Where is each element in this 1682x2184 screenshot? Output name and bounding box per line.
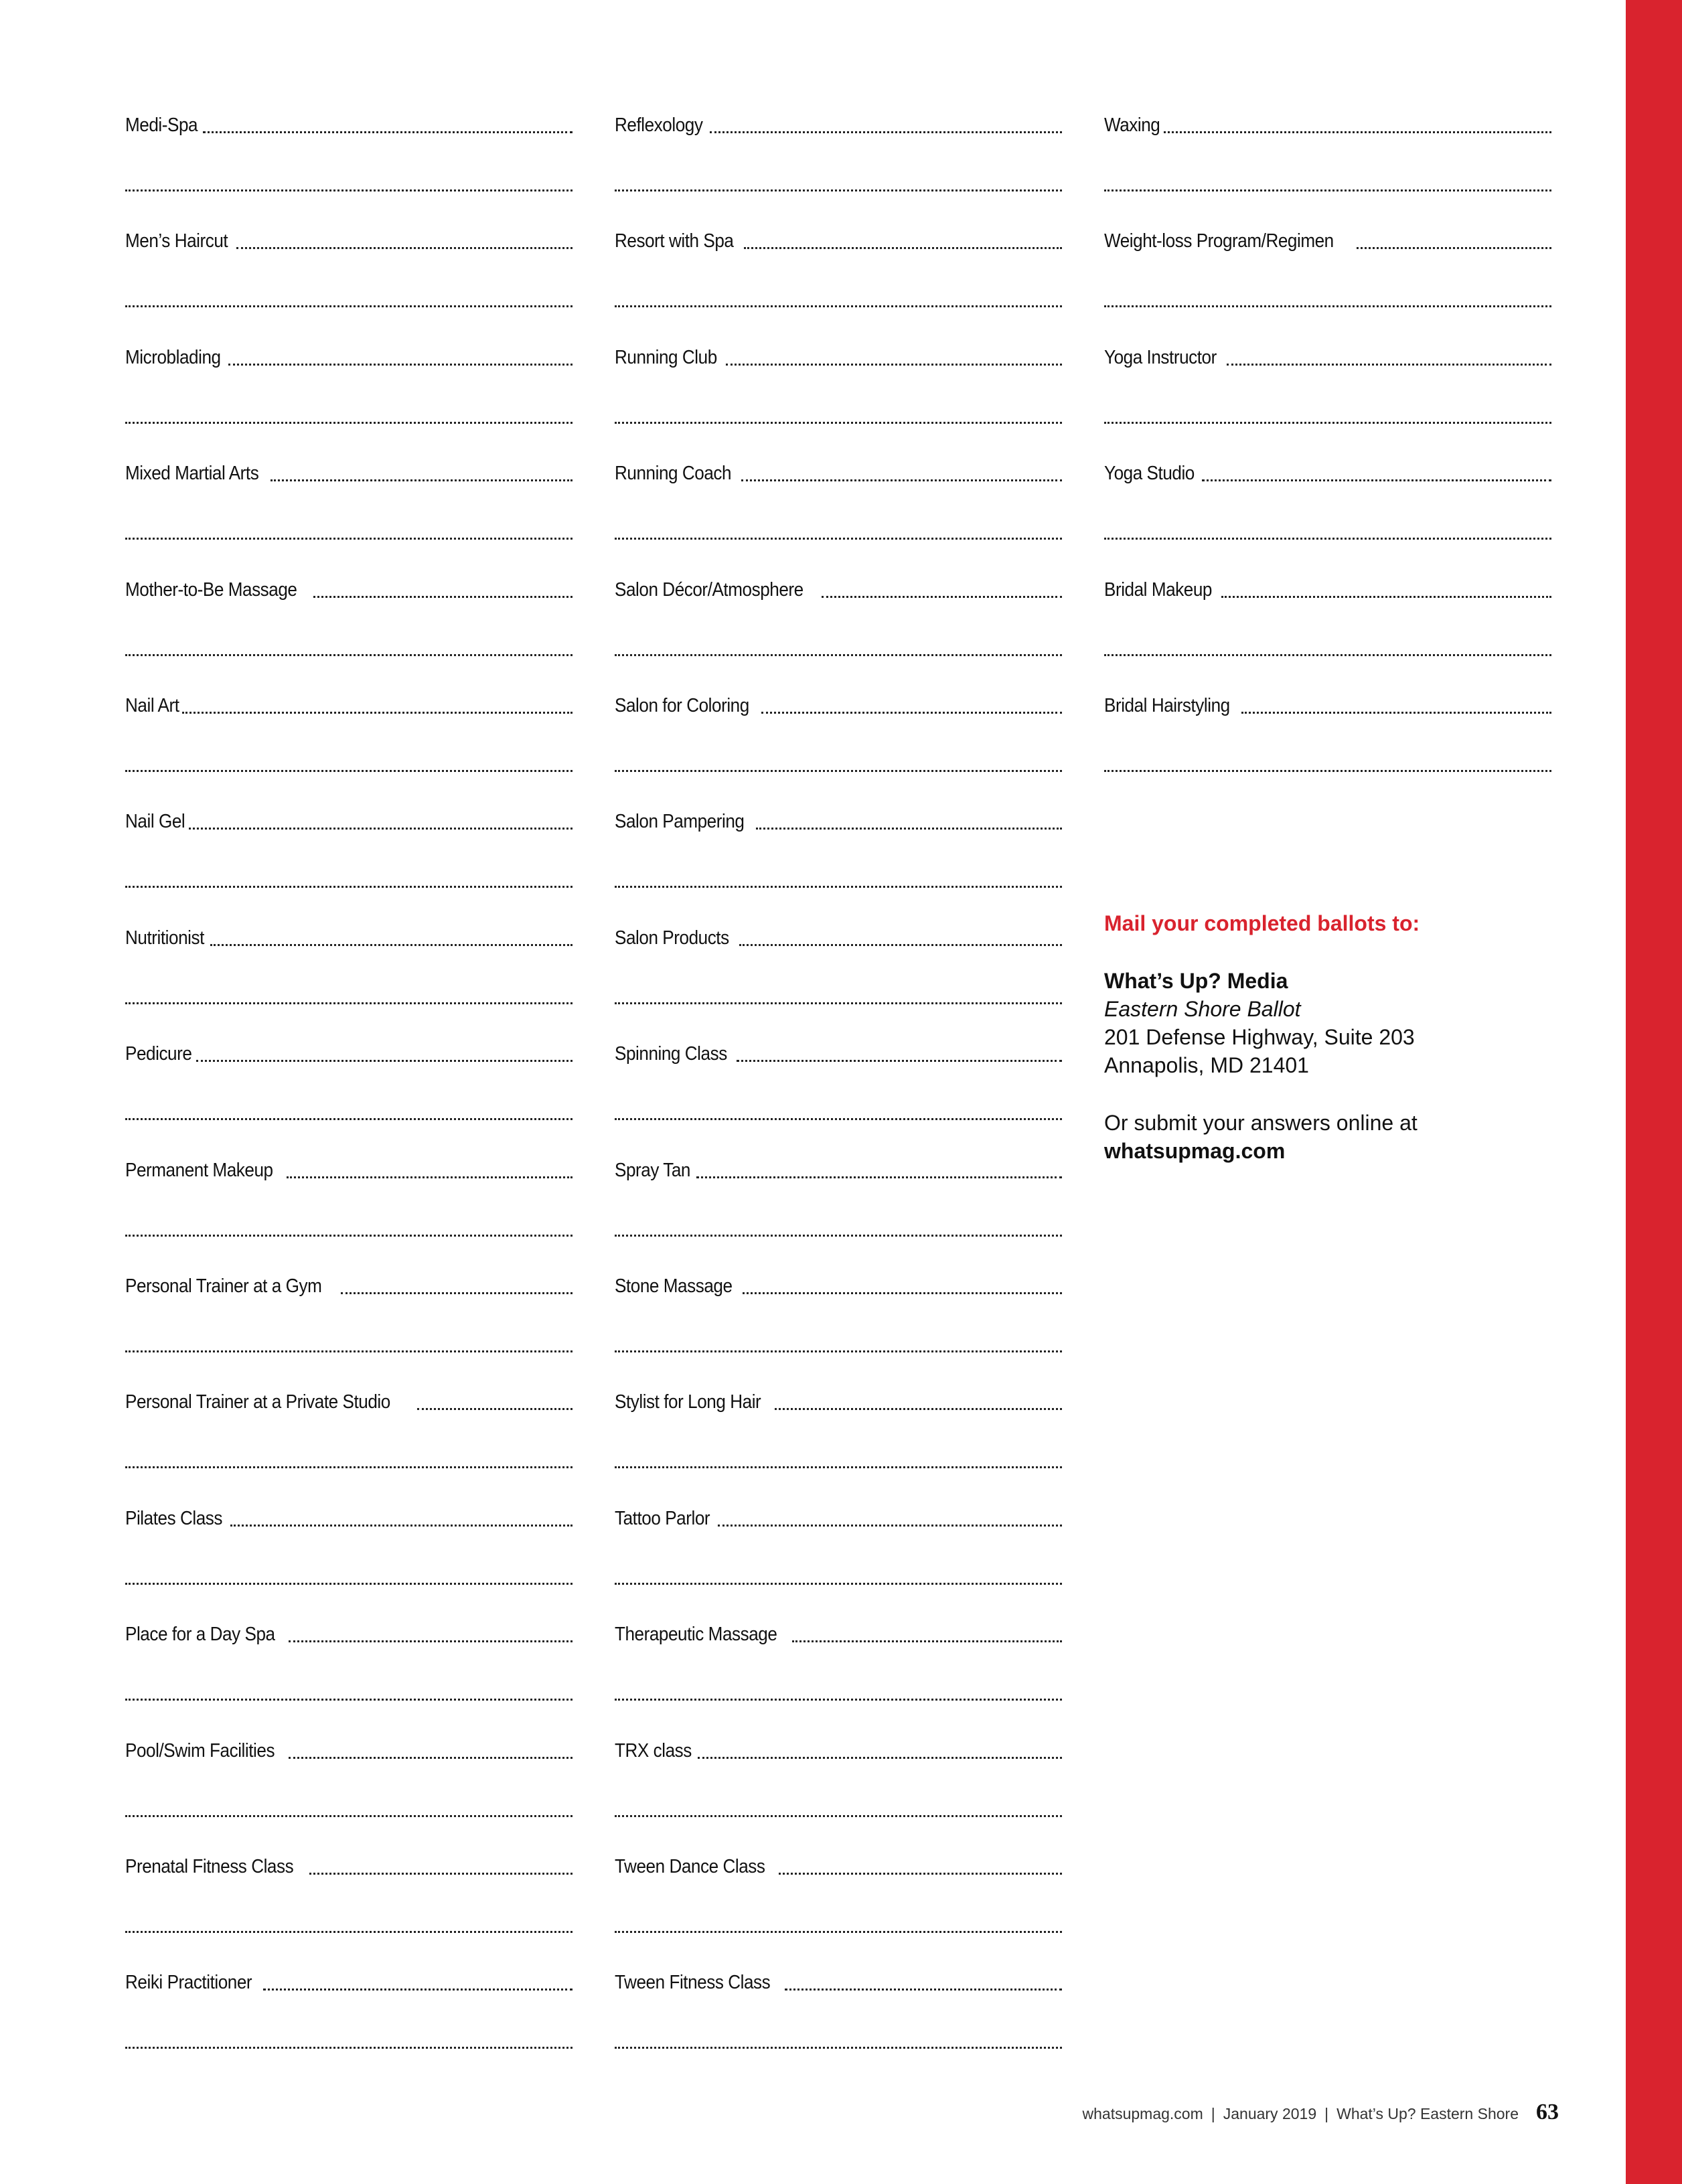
ballot-entry-label-line[interactable] [125, 810, 572, 833]
ballot-entry [615, 346, 1062, 462]
page-number: 63 [1536, 2100, 1559, 2124]
ballot-entry-label-line[interactable] [125, 1391, 572, 1413]
mail-address-line-1: 201 Defense Highway, Suite 203 [1104, 1025, 1415, 1049]
ballot-entry-second-line[interactable] [615, 1333, 1062, 1356]
answer-dotted-line[interactable] [125, 768, 572, 772]
ballot-entry [615, 1855, 1062, 1971]
answer-dotted-line[interactable] [615, 187, 1062, 191]
ballot-entry [1104, 578, 1551, 694]
ballot-category-label: Nail Art [125, 695, 179, 716]
ballot-category-label: Reflexology [615, 114, 703, 136]
answer-dotted-line[interactable] [615, 1581, 1062, 1585]
ballot-category-label: Yoga Instructor [1104, 346, 1217, 368]
answer-dotted-line[interactable] [615, 1116, 1062, 1120]
ballot-entry-second-line[interactable] [125, 1333, 572, 1356]
answer-dotted-line[interactable] [615, 536, 1062, 540]
mail-ballot-name: Eastern Shore Ballot [1104, 997, 1301, 1021]
answer-dotted-line[interactable] [1221, 594, 1551, 598]
ballot-entry-label-line[interactable] [125, 694, 572, 717]
ballot-category-label: Bridal Makeup [1104, 578, 1212, 601]
ballot-entry [1104, 230, 1551, 345]
answer-dotted-line[interactable] [1227, 362, 1552, 366]
ballot-category-label: Resort with Spa [615, 230, 734, 252]
ballot-entry-second-line[interactable] [125, 637, 572, 659]
ballot-entry [125, 1739, 572, 1855]
answer-dotted-line[interactable] [287, 1174, 572, 1178]
ballot-entry-second-line[interactable] [125, 1101, 572, 1123]
answer-dotted-line[interactable] [726, 362, 1062, 366]
ballot-category-label: Running Coach [615, 463, 732, 485]
ballot-category-label: Stylist for Long Hair [615, 1391, 761, 1413]
ballot-entry [615, 1042, 1062, 1158]
ballot-category-label: Spinning Class [615, 1043, 727, 1065]
ballot-entry [615, 810, 1062, 926]
ballot-category-label: Medi-Spa [125, 114, 198, 136]
ballot-entry-label-line[interactable] [615, 1739, 1062, 1762]
ballot-category-label: Therapeutic Massage [615, 1624, 777, 1646]
answer-dotted-line[interactable] [1104, 652, 1551, 656]
ballot-category-label: Tween Fitness Class [615, 1972, 771, 1994]
ballot-category-label: Mixed Martial Arts [125, 463, 259, 485]
ballot-entry-second-line[interactable] [615, 1449, 1062, 1472]
answer-dotted-line[interactable] [615, 1233, 1062, 1237]
answer-dotted-line[interactable] [744, 245, 1062, 249]
ballot-entry-label-line[interactable] [1104, 694, 1551, 717]
ballot-category-label: Salon for Coloring [615, 695, 749, 716]
answer-dotted-line[interactable] [822, 594, 1062, 598]
ballot-entry-second-line[interactable] [125, 2029, 572, 2052]
answer-dotted-line[interactable] [125, 884, 572, 888]
ballot-entry-second-line[interactable] [125, 868, 572, 891]
mail-online-url[interactable]: whatsupmag.com [1104, 1139, 1286, 1163]
page-footer [1083, 2100, 1559, 2125]
ballot-category-label: Weight-loss Program/Regimen [1104, 230, 1334, 252]
answer-dotted-line[interactable] [779, 1871, 1062, 1875]
ballot-entry-second-line[interactable] [125, 1681, 572, 1704]
ballot-entry-label-line[interactable] [125, 578, 572, 601]
ballot-category-label: Microblading [125, 346, 221, 368]
ballot-entry-label-line[interactable] [615, 462, 1062, 485]
answer-dotted-line[interactable] [696, 1174, 1062, 1178]
ballot-category-label: Salon Pampering [615, 811, 745, 833]
ballot-entry [615, 694, 1062, 810]
ballot-entry [125, 1275, 572, 1391]
answer-dotted-line[interactable] [236, 245, 572, 249]
answer-dotted-line[interactable] [417, 1406, 572, 1410]
answer-dotted-line[interactable] [125, 1116, 572, 1120]
answer-dotted-line[interactable] [615, 1348, 1062, 1352]
ballot-entry [1104, 694, 1551, 810]
answer-dotted-line[interactable] [741, 477, 1062, 481]
answer-dotted-line[interactable] [1104, 303, 1551, 307]
ballot-entry [125, 114, 572, 230]
ballot-category-label: Bridal Hairstyling [1104, 695, 1230, 716]
ballot-category-label: Salon Products [615, 927, 729, 949]
ballot-entry [615, 1391, 1062, 1506]
ballot-entry-label-line[interactable] [125, 1855, 572, 1878]
ballot-category-label: Tattoo Parlor [615, 1507, 710, 1529]
ballot-category-label: Waxing [1104, 114, 1160, 136]
ballot-entry-second-line[interactable] [615, 753, 1062, 775]
ballot-entry-label-line[interactable] [125, 346, 572, 369]
ballot-category-label: Reiki Practitioner [125, 1972, 252, 1994]
answer-dotted-line[interactable] [125, 420, 572, 424]
ballot-entry-second-line[interactable] [1104, 637, 1551, 659]
answer-dotted-line[interactable] [775, 1406, 1062, 1410]
ballot-category-label: Personal Trainer at a Gym [125, 1275, 322, 1297]
answer-dotted-line[interactable] [615, 1929, 1062, 1933]
ballot-entry-label-line[interactable] [615, 810, 1062, 833]
ballot-entry [125, 810, 572, 926]
ballot-entry-label-line[interactable] [615, 1507, 1062, 1530]
ballot-category-label: Pedicure [125, 1043, 192, 1065]
ballot-category-label: Personal Trainer at a Private Studio [125, 1391, 390, 1413]
answer-dotted-line[interactable] [615, 1813, 1062, 1817]
ballot-entry-label-line[interactable] [1104, 346, 1551, 369]
answer-dotted-line[interactable] [615, 2045, 1062, 2049]
ballot-entry [1104, 114, 1551, 230]
ballot-category-label: Permanent Makeup [125, 1159, 273, 1181]
answer-dotted-line[interactable] [615, 303, 1062, 307]
answer-dotted-line[interactable] [125, 1233, 572, 1237]
ballot-entry-second-line[interactable] [125, 288, 572, 311]
ballot-entry [615, 230, 1062, 345]
answer-dotted-line[interactable] [739, 942, 1062, 946]
answer-dotted-line[interactable] [196, 1058, 572, 1062]
red-side-bar [1626, 0, 1682, 2184]
ballot-entry-label-line[interactable] [125, 1739, 572, 1762]
answer-dotted-line[interactable] [615, 1464, 1062, 1468]
ballot-category-label: Running Club [615, 346, 717, 368]
answer-dotted-line[interactable] [125, 1929, 572, 1933]
answer-dotted-line[interactable] [615, 1697, 1062, 1701]
ballot-entry-second-line[interactable] [125, 1449, 572, 1472]
ballot-entry-second-line[interactable] [615, 1798, 1062, 1820]
ballot-entry-label-line[interactable] [615, 1855, 1062, 1878]
answer-dotted-line[interactable] [210, 942, 572, 946]
answer-dotted-line[interactable] [203, 129, 572, 133]
ballot-entry [125, 346, 572, 462]
answer-dotted-line[interactable] [125, 303, 572, 307]
answer-dotted-line[interactable] [125, 652, 572, 656]
ballot-entry [125, 927, 572, 1042]
ballot-entry-second-line[interactable] [615, 2029, 1062, 2052]
ballot-category-label: Prenatal Fitness Class [125, 1856, 294, 1877]
answer-dotted-line[interactable] [125, 1813, 572, 1817]
answer-dotted-line[interactable] [125, 1348, 572, 1352]
answer-dotted-line[interactable] [710, 129, 1062, 133]
answer-dotted-line[interactable] [271, 477, 572, 481]
answer-dotted-line[interactable] [189, 826, 572, 830]
answer-dotted-line[interactable] [615, 420, 1062, 424]
ballot-entry-label-line[interactable] [615, 114, 1062, 137]
ballot-entry [125, 1507, 572, 1623]
footer-separator-2: | [1324, 2105, 1329, 2122]
ballot-category-label: TRX class [615, 1739, 692, 1762]
footer-date: January 2019 [1223, 2105, 1317, 2122]
ballot-entry-label-line[interactable] [125, 1275, 572, 1298]
ballot-entry-label-line[interactable] [125, 1623, 572, 1646]
ballot-entry-second-line[interactable] [615, 288, 1062, 311]
ballot-entry-second-line[interactable] [1104, 288, 1551, 311]
ballot-entry-second-line[interactable] [1104, 172, 1551, 195]
answer-dotted-line[interactable] [785, 1986, 1062, 1991]
answer-dotted-line[interactable] [1202, 477, 1551, 481]
ballot-category-label: Men’s Haircut [125, 230, 228, 252]
ballot-entry-label-line[interactable] [615, 578, 1062, 601]
ballot-entry-second-line[interactable] [125, 404, 572, 427]
ballot-entry [615, 1159, 1062, 1275]
ballot-entry-second-line[interactable] [125, 1217, 572, 1240]
ballot-entry-label-line[interactable] [125, 462, 572, 485]
ballot-entry [125, 1623, 572, 1739]
answer-dotted-line[interactable] [228, 362, 572, 366]
footer-publication: What’s Up? Eastern Shore [1336, 2105, 1519, 2122]
ballot-category-label: Stone Massage [615, 1275, 733, 1297]
answer-dotted-line[interactable] [756, 826, 1062, 830]
ballot-entry [125, 1159, 572, 1275]
answer-dotted-line[interactable] [698, 1755, 1062, 1759]
ballot-entry-second-line[interactable] [1104, 404, 1551, 427]
ballot-category-label: Nutritionist [125, 927, 204, 949]
ballot-entry [615, 114, 1062, 230]
ballot-entry-second-line[interactable] [125, 520, 572, 543]
ballot-entry [125, 230, 572, 345]
answer-dotted-line[interactable] [1104, 768, 1551, 772]
ballot-entry [125, 1971, 572, 2087]
answer-dotted-line[interactable] [718, 1523, 1062, 1527]
answer-dotted-line[interactable] [743, 1290, 1062, 1294]
ballot-entry-label-line[interactable] [1104, 578, 1551, 601]
answer-dotted-line[interactable] [230, 1523, 572, 1527]
ballot-entry-second-line[interactable] [615, 520, 1062, 543]
answer-dotted-line[interactable] [1104, 420, 1551, 424]
ballot-category-label: Mother-to-Be Massage [125, 578, 297, 601]
ballot-entry [125, 1391, 572, 1506]
answer-dotted-line[interactable] [125, 187, 572, 191]
ballot-entry-label-line[interactable] [615, 1623, 1062, 1646]
answer-dotted-line[interactable] [761, 710, 1062, 714]
ballot-entry-second-line[interactable] [125, 1914, 572, 1936]
ballot-entry-label-line[interactable] [125, 1042, 572, 1065]
ballot-entry-second-line[interactable] [1104, 520, 1551, 543]
ballot-entry-second-line[interactable] [125, 1565, 572, 1588]
ballot-entry-second-line[interactable] [615, 172, 1062, 195]
ballot-entry-label-line[interactable] [1104, 230, 1551, 252]
ballot-entry-label-line[interactable] [615, 346, 1062, 369]
ballot-entry-second-line[interactable] [615, 1681, 1062, 1704]
ballot-entry-label-line[interactable] [615, 694, 1062, 717]
ballot-entry-label-line[interactable] [615, 1971, 1062, 1994]
ballot-entry-label-line[interactable] [1104, 114, 1551, 137]
ballot-entry [1104, 346, 1551, 462]
ballot-entry-label-line[interactable] [615, 1159, 1062, 1182]
ballot-entry-second-line[interactable] [615, 1101, 1062, 1123]
ballot-entry-label-line[interactable] [125, 1507, 572, 1530]
answer-dotted-line[interactable] [1164, 129, 1551, 133]
ballot-entry-label-line[interactable] [615, 230, 1062, 252]
ballot-entry-second-line[interactable] [615, 985, 1062, 1008]
ballot-category-label: Salon Décor/Atmosphere [615, 578, 804, 601]
ballot-entry-second-line[interactable] [615, 404, 1062, 427]
ballot-entry [615, 1623, 1062, 1739]
answer-dotted-line[interactable] [1104, 536, 1551, 540]
footer-site: whatsupmag.com [1082, 2105, 1203, 2122]
ballot-entry [615, 578, 1062, 694]
ballot-entry [615, 1971, 1062, 2087]
ballot-entry-label-line[interactable] [615, 1042, 1062, 1065]
ballot-entry-second-line[interactable] [1104, 753, 1551, 775]
ballot-entry-label-line[interactable] [615, 1391, 1062, 1413]
answer-dotted-line[interactable] [125, 2045, 572, 2049]
ballot-entry-label-line[interactable] [125, 1159, 572, 1182]
answer-dotted-line[interactable] [313, 594, 572, 598]
answer-dotted-line[interactable] [263, 1986, 572, 1991]
answer-dotted-line[interactable] [125, 1581, 572, 1585]
answer-dotted-line[interactable] [289, 1755, 572, 1759]
ballot-entry-second-line[interactable] [615, 1565, 1062, 1588]
ballot-entry-label-line[interactable] [615, 927, 1062, 949]
ballot-category-label: Pilates Class [125, 1507, 223, 1529]
ballot-entry [615, 1507, 1062, 1623]
answer-dotted-line[interactable] [615, 652, 1062, 656]
ballot-entry-second-line[interactable] [125, 753, 572, 775]
ballot-entry-second-line[interactable] [615, 868, 1062, 891]
answer-dotted-line[interactable] [737, 1058, 1062, 1062]
ballot-entry-second-line[interactable] [125, 985, 572, 1008]
footer-separator-1: | [1211, 2105, 1215, 2122]
ballot-entry [125, 578, 572, 694]
answer-dotted-line[interactable] [341, 1290, 572, 1294]
ballot-entry-label-line[interactable] [125, 114, 572, 137]
mail-address-line-2: Annapolis, MD 21401 [1104, 1053, 1309, 1077]
answer-dotted-line[interactable] [1357, 245, 1551, 249]
answer-dotted-line[interactable] [1241, 710, 1551, 714]
answer-dotted-line[interactable] [125, 1697, 572, 1701]
ballot-entry [125, 1042, 572, 1158]
answer-dotted-line[interactable] [289, 1638, 572, 1642]
ballot-entry [125, 462, 572, 578]
ballot-category-label: Tween Dance Class [615, 1856, 765, 1877]
ballot-entry-label-line[interactable] [615, 1275, 1062, 1298]
mail-heading: Mail your completed ballots to: [1104, 911, 1420, 935]
answer-dotted-line[interactable] [309, 1871, 572, 1875]
mail-instructions [1104, 909, 1573, 1165]
ballot-entry-label-line[interactable] [125, 230, 572, 252]
ballot-category-label: Nail Gel [125, 811, 185, 833]
answer-dotted-line[interactable] [125, 1000, 572, 1004]
answer-dotted-line[interactable] [792, 1638, 1062, 1642]
answer-dotted-line[interactable] [615, 884, 1062, 888]
ballot-entry [1104, 462, 1551, 578]
ballot-entry-second-line[interactable] [615, 1914, 1062, 1936]
ballot-entry-second-line[interactable] [125, 1798, 572, 1820]
ballot-entry [615, 1739, 1062, 1855]
mail-online-text: Or submit your answers online at [1104, 1111, 1418, 1135]
ballot-entry [125, 1855, 572, 1971]
ballot-entry [125, 694, 572, 810]
ballot-entry [615, 1275, 1062, 1391]
ballot-entry-second-line[interactable] [615, 1217, 1062, 1240]
ballot-category-label: Yoga Studio [1104, 463, 1195, 485]
ballot-entry [615, 462, 1062, 578]
mail-org-name: What’s Up? Media [1104, 969, 1288, 993]
ballot-entry-label-line[interactable] [125, 1971, 572, 1994]
answer-dotted-line[interactable] [125, 536, 572, 540]
ballot-entry-label-line[interactable] [125, 927, 572, 949]
ballot-entry [615, 927, 1062, 1042]
answer-dotted-line[interactable] [1104, 187, 1551, 191]
answer-dotted-line[interactable] [615, 1000, 1062, 1004]
ballot-category-label: Pool/Swim Facilities [125, 1739, 275, 1762]
ballot-category-label: Place for a Day Spa [125, 1624, 275, 1646]
ballot-category-label: Spray Tan [615, 1159, 690, 1181]
ballot-entry-second-line[interactable] [125, 172, 572, 195]
answer-dotted-line[interactable] [615, 768, 1062, 772]
answer-dotted-line[interactable] [125, 1464, 572, 1468]
answer-dotted-line[interactable] [182, 710, 572, 714]
ballot-entry-label-line[interactable] [1104, 462, 1551, 485]
ballot-entry-second-line[interactable] [615, 637, 1062, 659]
